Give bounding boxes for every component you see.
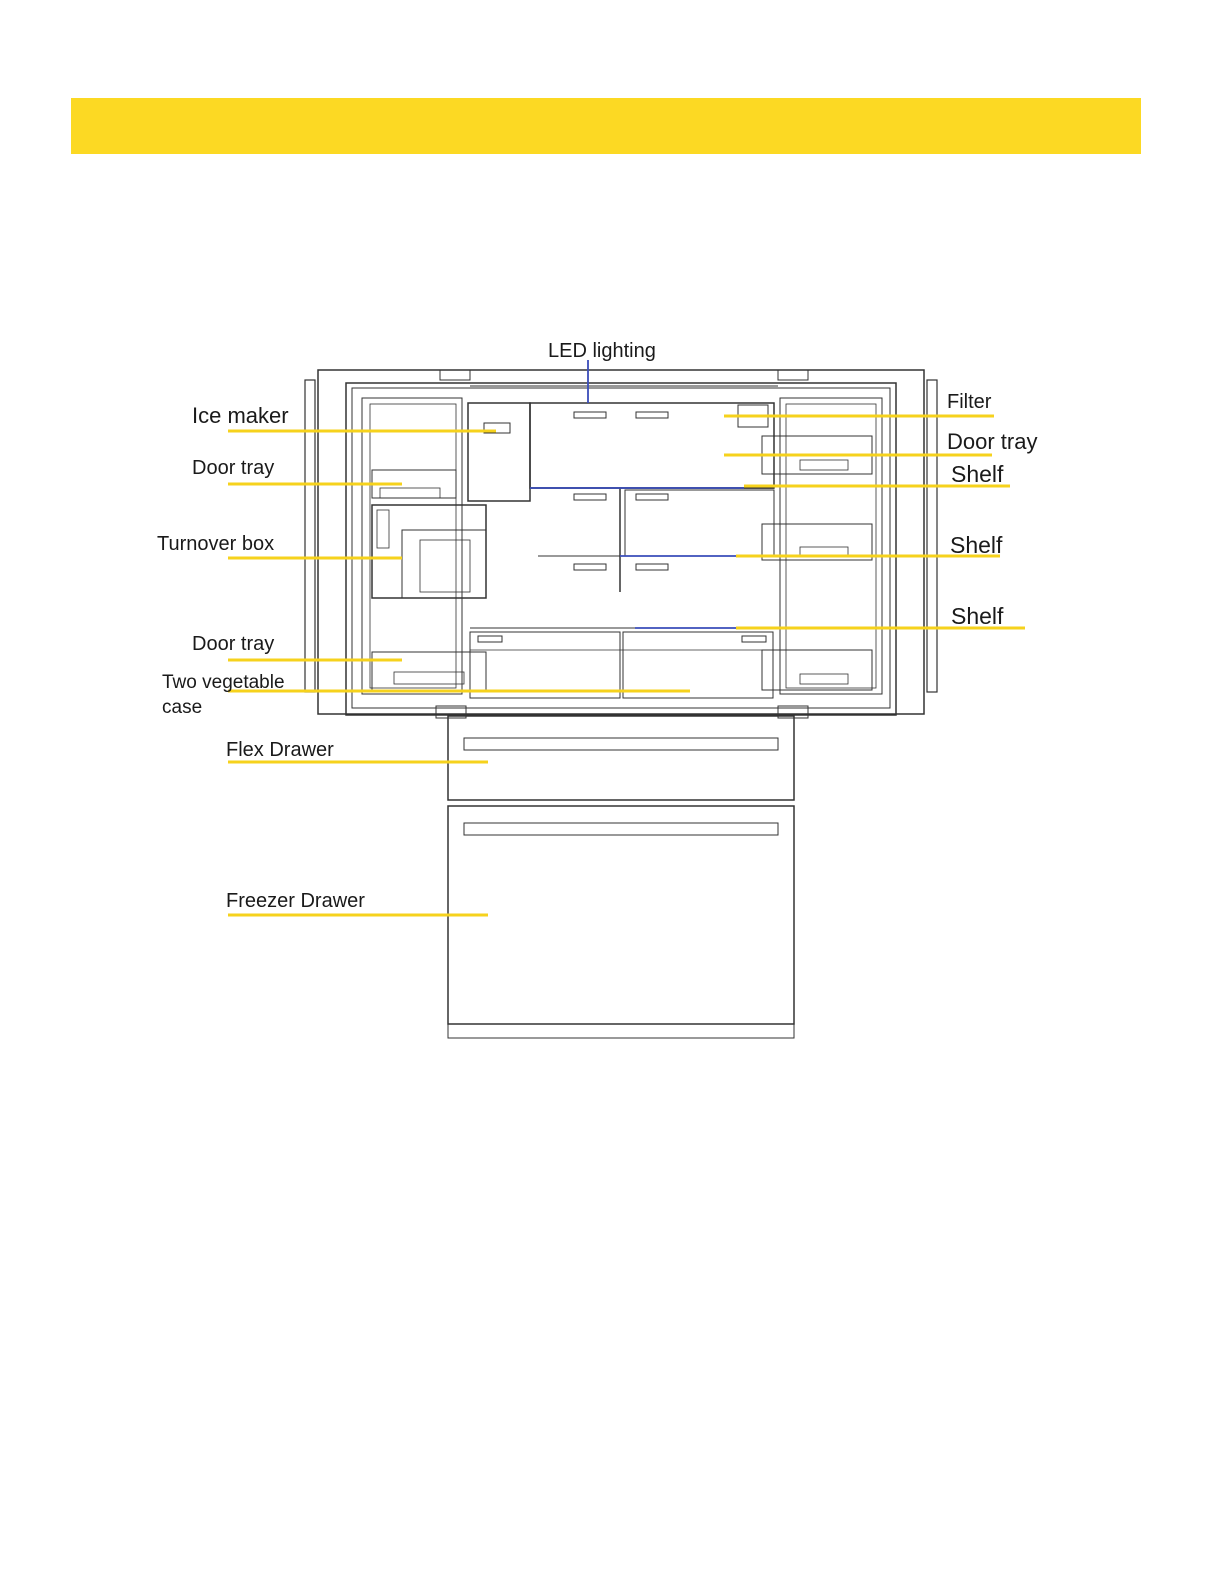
label-shelf-1: Shelf bbox=[951, 461, 1004, 487]
left-door-tray-top-front bbox=[380, 488, 440, 498]
cabinet-inner-outline bbox=[346, 383, 896, 715]
label-door-tray-left-top: Door tray bbox=[192, 457, 275, 479]
label-two-vegetable-line1: Two vegetable bbox=[162, 672, 285, 693]
freezer-drawer-handle bbox=[464, 823, 778, 835]
flex-drawer-handle bbox=[464, 738, 778, 750]
top-hinge-left bbox=[440, 370, 470, 380]
freezer-drawer-base bbox=[448, 1024, 794, 1038]
label-shelf-3: Shelf bbox=[951, 603, 1004, 629]
dispenser-slot bbox=[377, 510, 389, 548]
left-door-edge bbox=[305, 380, 315, 692]
label-ice-maker: Ice maker bbox=[192, 403, 289, 428]
labels bbox=[157, 340, 1037, 912]
freezer-drawer-outline bbox=[448, 806, 794, 1024]
left-door-liner-inner bbox=[370, 404, 456, 688]
label-freezer-drawer: Freezer Drawer bbox=[226, 890, 365, 912]
label-shelf-2: Shelf bbox=[950, 532, 1003, 558]
fridge-drawing bbox=[305, 370, 937, 1038]
right-door-liner-inner bbox=[786, 404, 876, 688]
label-door-tray-left-bottom: Door tray bbox=[192, 633, 275, 655]
flex-drawer-outline bbox=[448, 716, 794, 800]
label-door-tray-right: Door tray bbox=[947, 429, 1038, 454]
label-turnover-box: Turnover box bbox=[157, 533, 275, 555]
label-two-vegetable-line2: case bbox=[162, 697, 203, 718]
label-filter: Filter bbox=[947, 391, 992, 413]
shelf-slots bbox=[478, 412, 766, 642]
right-door-edge bbox=[927, 380, 937, 692]
label-led-lighting: LED lighting bbox=[548, 340, 656, 362]
leader-lines bbox=[228, 416, 1025, 915]
label-flex-drawer: Flex Drawer bbox=[226, 739, 334, 761]
top-hinge-right bbox=[778, 370, 808, 380]
ice-maker-box bbox=[468, 403, 530, 501]
cabinet-outline bbox=[318, 370, 924, 714]
left-door-tray-bottom-front bbox=[394, 672, 464, 684]
